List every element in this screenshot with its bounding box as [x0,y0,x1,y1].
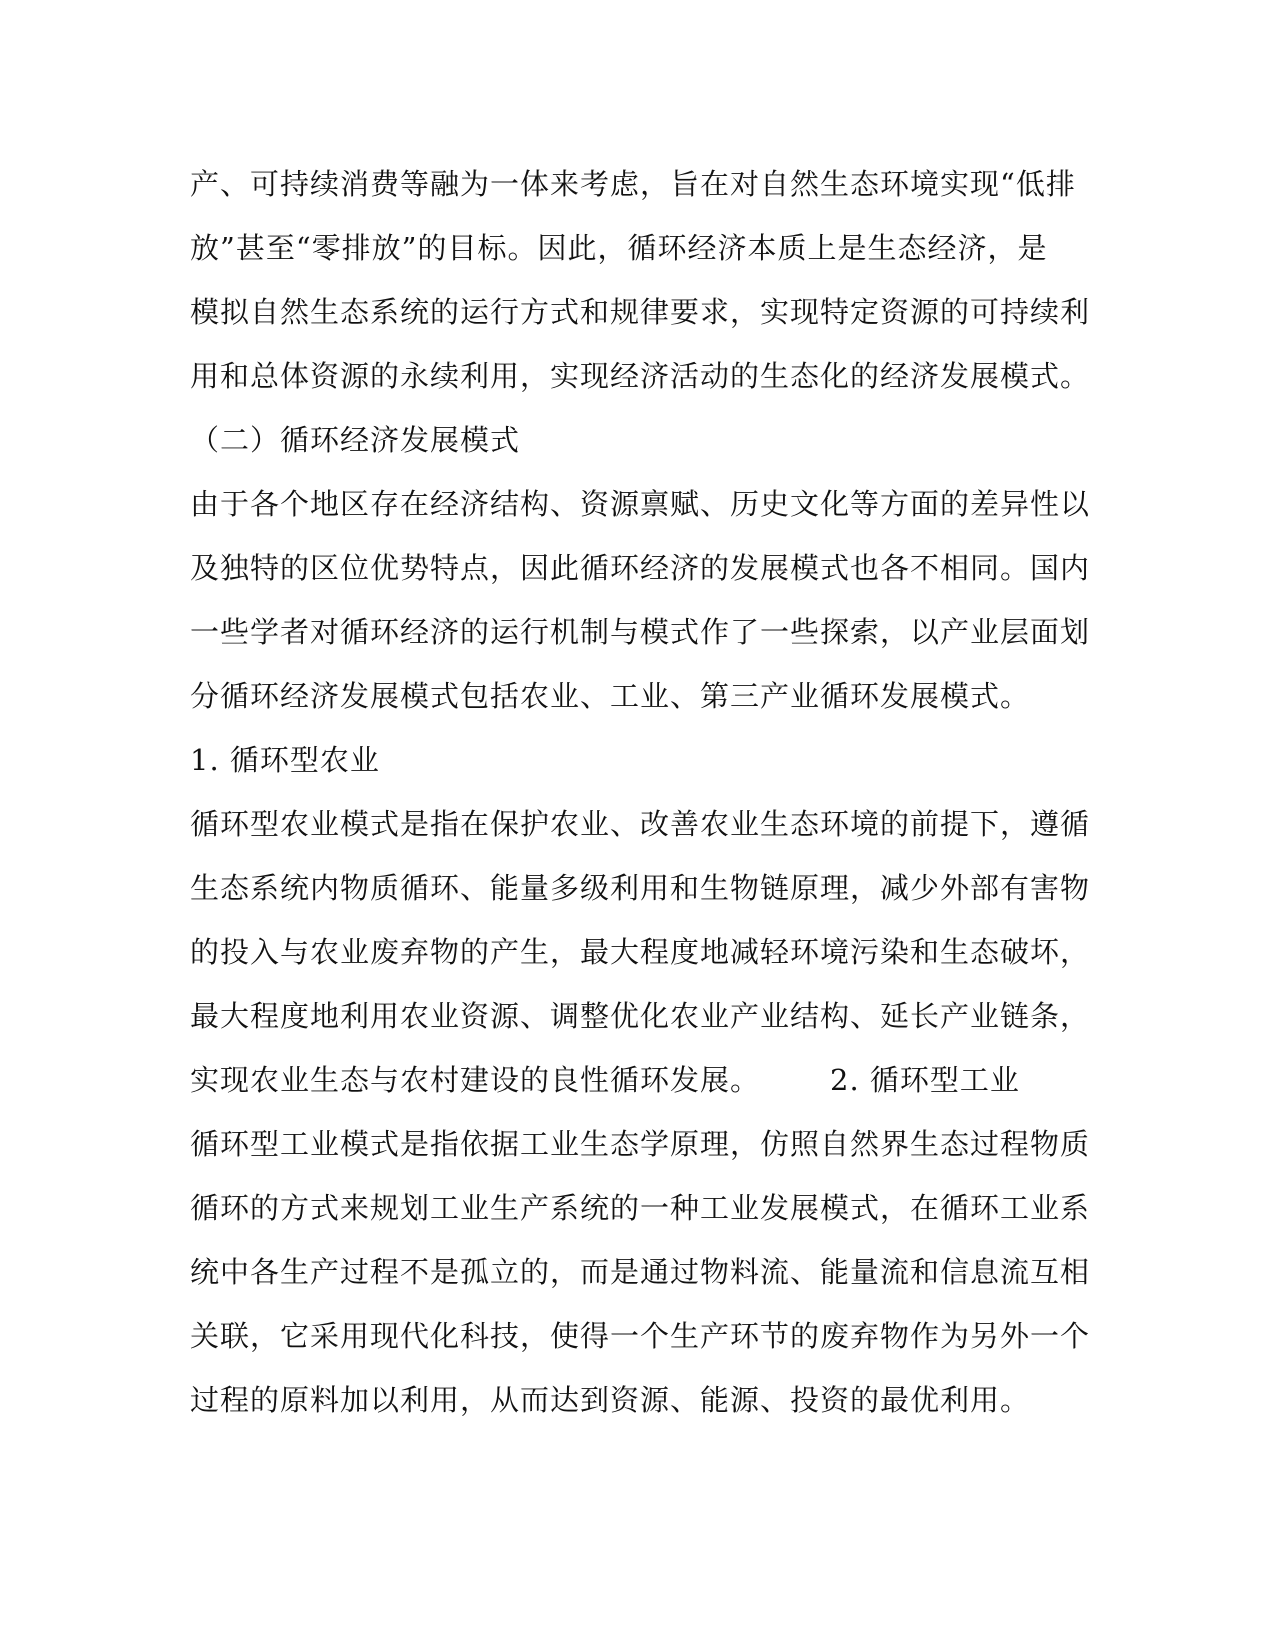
paragraph-line: 最大程度地利用农业资源、调整优化农业产业结构、延长产业链条， [190,999,1091,1033]
paragraph-line: 模拟自然生态系统的运行方式和规律要求，实现特定资源的可持续利 [190,295,1091,329]
paragraph-line: 由于各个地区存在经济结构、资源禀赋、历史文化等方面的差异性以 [190,487,1091,521]
paragraph-line-with-heading [190,1048,1070,1112]
subsection-heading: 1. 循环型农业 [190,743,380,777]
paragraph-line: 统中各生产过程不是孤立的，而是通过物料流、能量流和信息流互相 [190,1255,1091,1289]
paragraph-line: 用和总体资源的永续利用，实现经济活动的生态化的经济发展模式。 [190,359,1091,393]
paragraph-line-text: 实现农业生态与农村建设的良性循环发展。 [190,1063,761,1097]
subsection-heading: 2. 循环型工业 [830,1063,1020,1097]
paragraph-line: 放”甚至“零排放”的目标。因此，循环经济本质上是生态经济，是 [190,231,1048,265]
paragraph-line: 的投入与农业废弃物的产生，最大程度地减轻环境污染和生态破坏， [190,935,1091,969]
paragraph-line: 生态系统内物质循环、能量多级利用和生物链原理，减少外部有害物 [190,871,1091,905]
document-page [190,152,1091,1432]
paragraph-line: 过程的原料加以利用，从而达到资源、能源、投资的最优利用。 [190,1383,1031,1417]
paragraph-line: 循环型农业模式是指在保护农业、改善农业生态环境的前提下，遵循 [190,807,1091,841]
paragraph-line: 分循环经济发展模式包括农业、工业、第三产业循环发展模式。 [190,679,1031,713]
paragraph-line: 循环的方式来规划工业生产系统的一种工业发展模式，在循环工业系 [190,1191,1091,1225]
paragraph-line: 一些学者对循环经济的运行机制与模式作了一些探索，以产业层面划 [190,615,1091,649]
paragraph-line: 关联，它采用现代化科技，使得一个生产环节的废弃物作为另外一个 [190,1319,1091,1353]
paragraph-line: 及独特的区位优势特点，因此循环经济的发展模式也各不相同。国内 [190,551,1091,585]
paragraph-line: 循环型工业模式是指依据工业生态学原理，仿照自然界生态过程物质 [190,1127,1091,1161]
paragraph-line: 产、可持续消费等融为一体来考虑，旨在对自然生态环境实现“低排 [190,167,1076,201]
section-heading: （二）循环经济发展模式 [190,423,521,457]
